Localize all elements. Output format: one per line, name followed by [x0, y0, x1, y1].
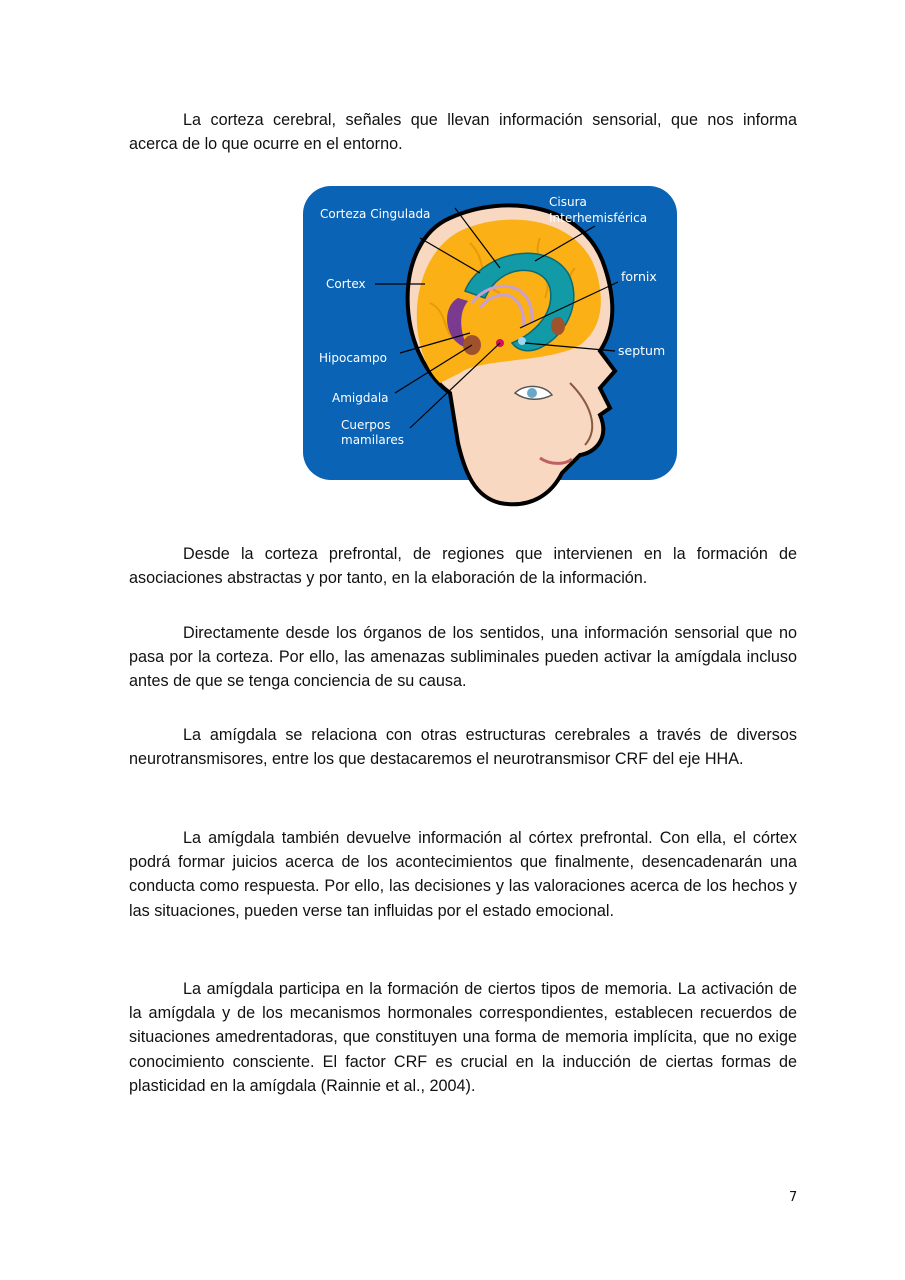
label-amigdala: Amigdala: [332, 391, 389, 405]
label-cuerpos-line1: Cuerpos: [341, 418, 391, 432]
septal-shape: [551, 317, 565, 335]
label-fornix: fornix: [621, 269, 657, 284]
septum-shape: [518, 337, 526, 345]
label-cisura-line2: Interhemisférica: [549, 211, 648, 225]
paragraph-5: La amígdala también devuelve información al córtex prefrontal. Con ella, el córtex podrá formar juicios acerca de los acontecimientos que finalmente, desencadenarán una conducta como respuesta. Por ello, las decisiones y las valoraciones acerca de los hechos y las situaciones, pueden verse tan influidas por el estado emocional.: [129, 829, 797, 920]
paragraph-1: La corteza cerebral, señales que llevan información sensorial, que nos informa acerca de lo que ocurre en el entorno.: [129, 111, 797, 154]
label-corteza-cingulada: Corteza Cingulada: [320, 207, 431, 221]
label-hipocampo: Hipocampo: [319, 351, 387, 365]
page-number: 7: [789, 1190, 798, 1205]
iris-shape: [527, 388, 537, 398]
paragraph-3: Directamente desde los órganos de los sentidos, una información sensorial que no pasa por la corteza. Por ello, las amenazas subliminales pueden activar la amígdala incluso antes de que se tenga conciencia de su causa.: [129, 624, 797, 691]
label-cisura-line1: Cisura: [549, 195, 587, 209]
brain-diagram-svg: [300, 183, 680, 513]
label-septum: septum: [618, 343, 666, 358]
label-cortex: Cortex: [326, 277, 366, 291]
label-cuerpos-line2: mamilares: [341, 433, 405, 447]
paragraph-6: La amígdala participa en la formación de ciertos tipos de memoria. La activación de la amígdala y de los mecanismos hormonales correspondientes, establecen recuerdos de situaciones amedrentadoras, que constituyen una forma de memoria implícita, que no exige conocimiento consciente. El factor CRF es crucial en la inducción de ciertas formas de plasticidad en la amígdala (Rainnie et al., 2004).: [129, 980, 797, 1095]
paragraph-4: La amígdala se relaciona con otras estructuras cerebrales a través de diversos neurotransmisores, entre los que destacaremos el neurotransmisor CRF del eje HHA.: [129, 726, 797, 769]
brain-diagram: [300, 183, 680, 513]
paragraph-2: Desde la corteza prefrontal, de regiones que intervienen en la formación de asociaciones abstractas y por tanto, en la elaboración de la información.: [129, 545, 797, 588]
